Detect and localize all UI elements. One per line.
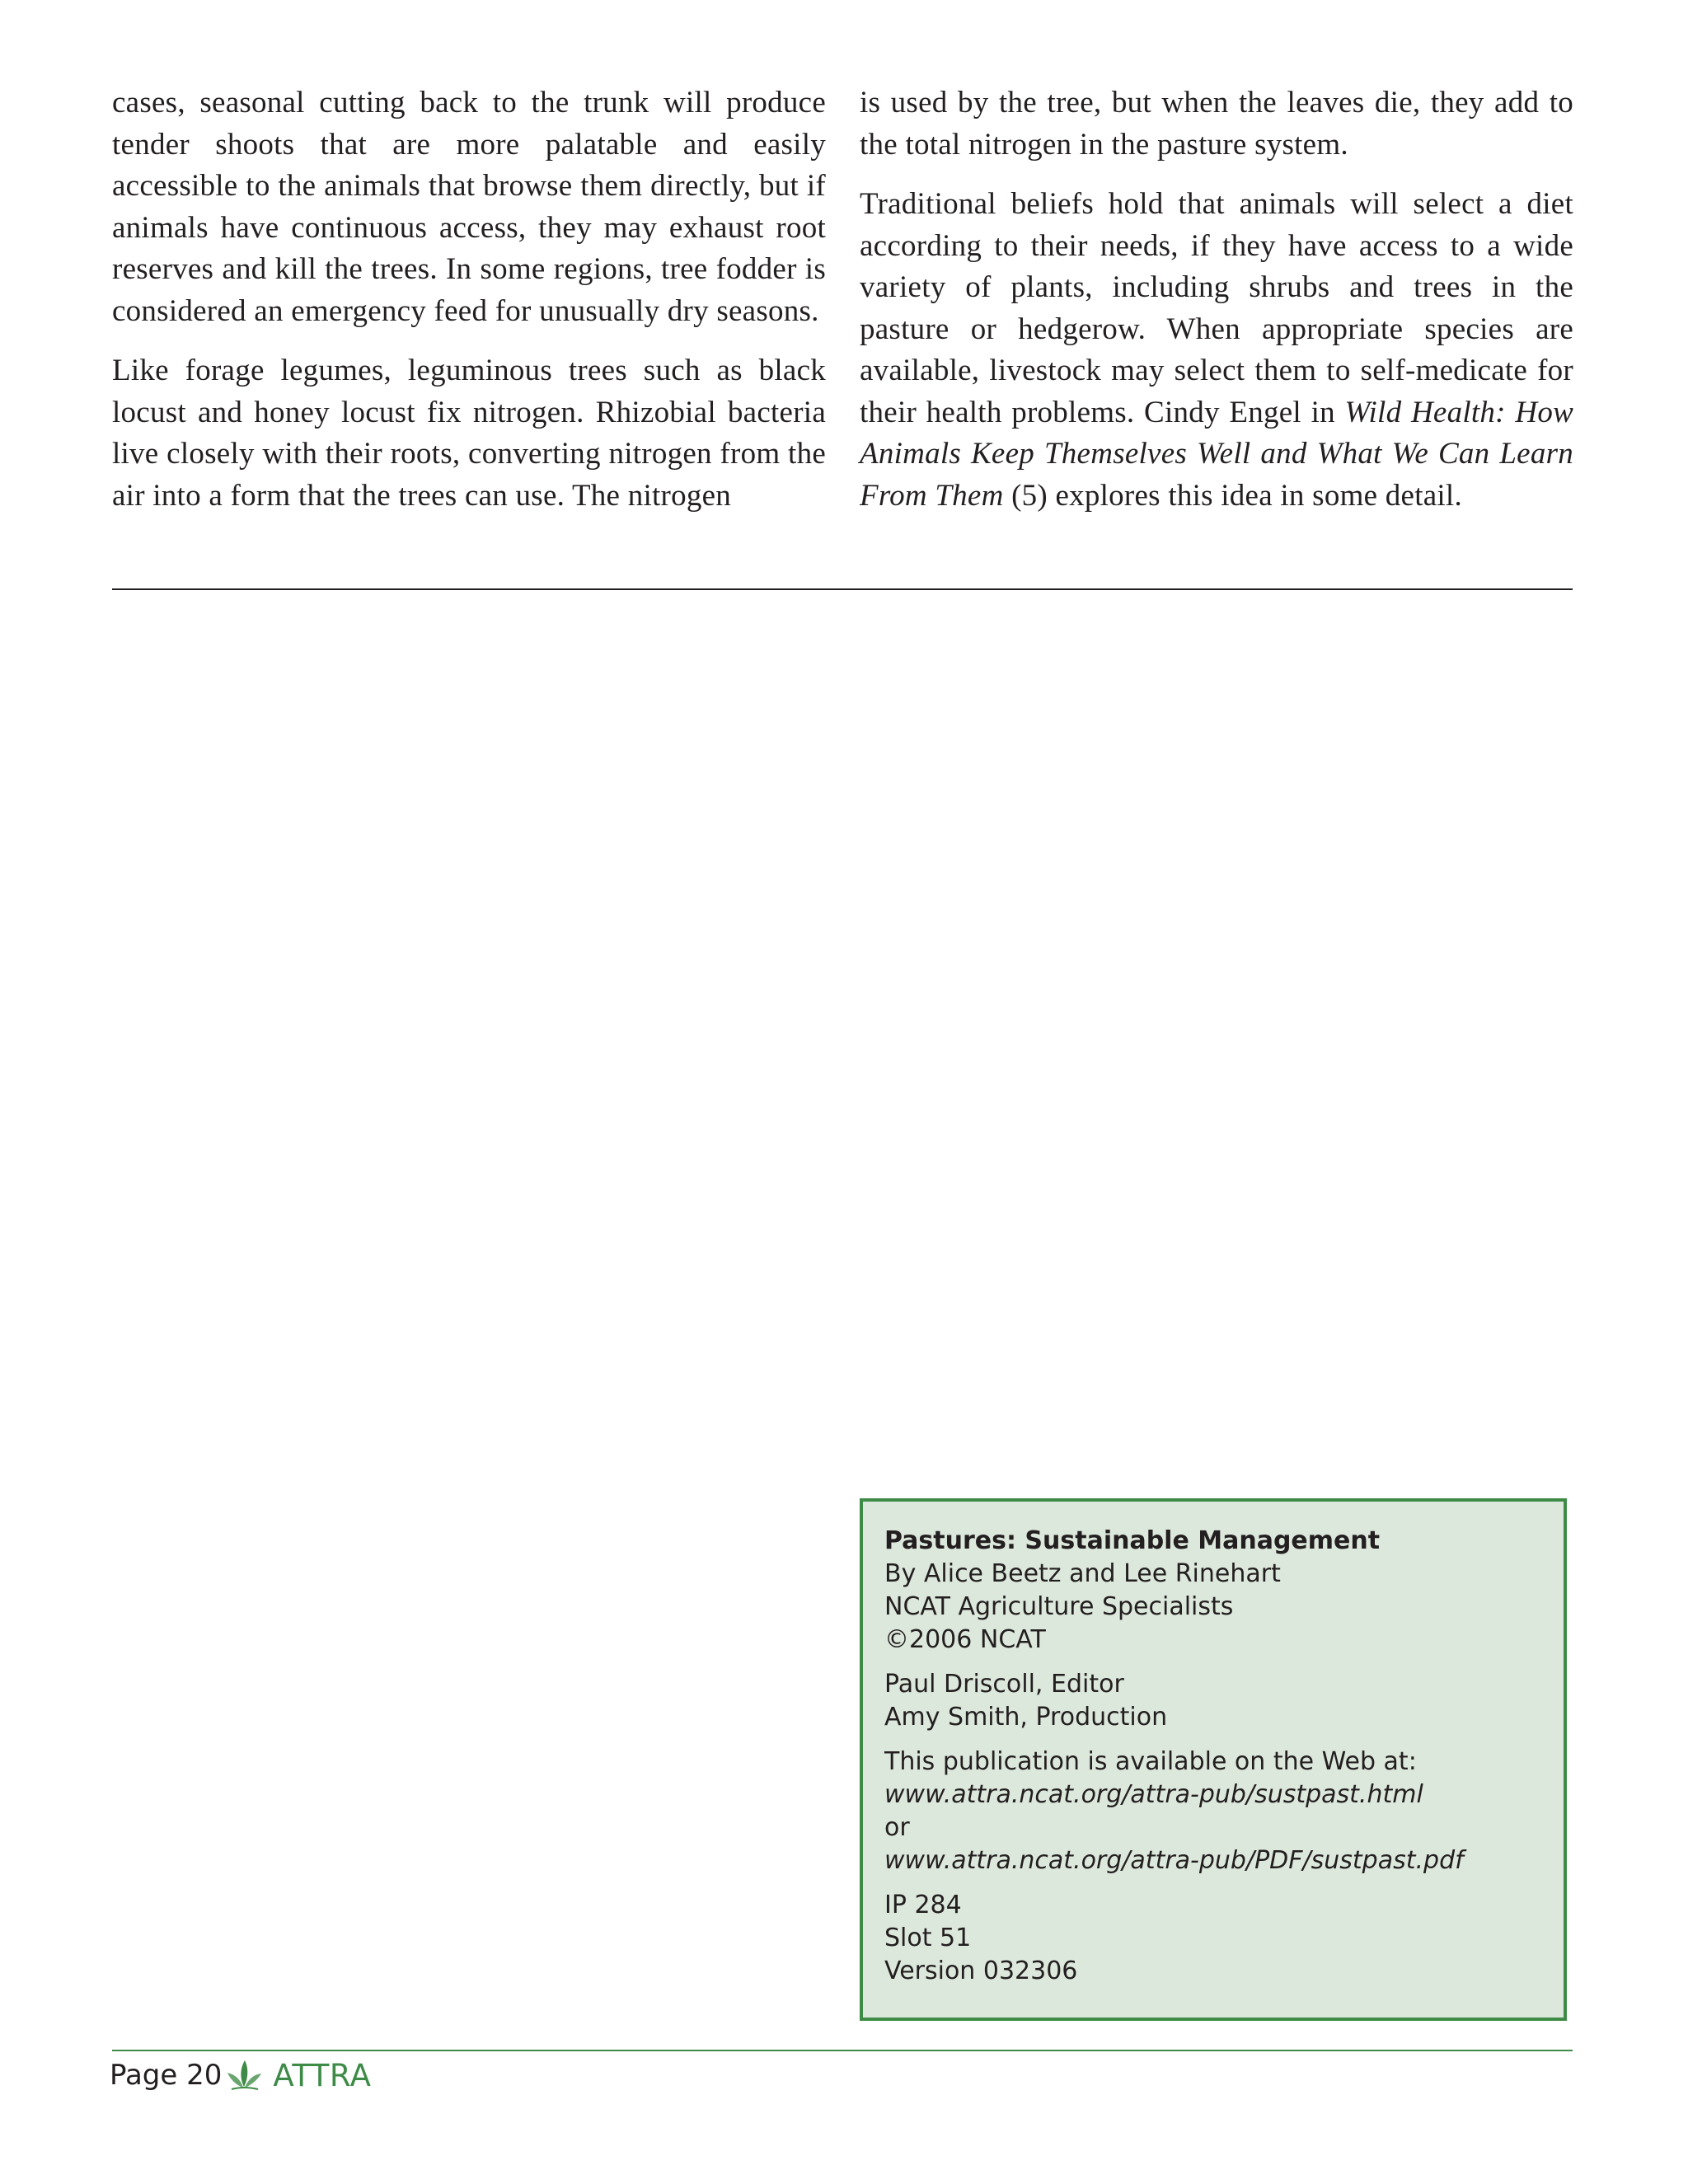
book-title: Wild Health: How Animals Keep Themselves Well and What We Can Learn From Them: [860, 395, 1574, 513]
authors: By Alice Beetz and Lee Rinehart: [884, 1559, 1281, 1588]
publication-info-box: [860, 1498, 1567, 2021]
web-availability-note: This publication is available on the Web at:: [884, 1747, 1417, 1776]
version-number: Version 032306: [884, 1957, 1078, 1985]
body-paragraph: is used by the tree, but when the leaves die, they add to the total nitrogen in the pasture system.: [860, 86, 1573, 162]
leaf-icon: [223, 2059, 265, 2092]
body-paragraph: cases, seasonal cutting back to the trunk will produce tender shoots that are more palatable and easily accessible to the animals that browse them directly, but if animals have continuous access, they may exhaust root reserves and kill the trees. In some regions, tree fodder is considered an emergency feed for unusually dry seasons.: [112, 86, 826, 328]
section-divider: [112, 588, 1573, 590]
production-credit: Amy Smith, Production: [884, 1703, 1168, 1732]
copyright: ©2006 NCAT: [884, 1625, 1046, 1654]
paragraph-text: (5) explores this idea in some detail.: [1003, 478, 1462, 513]
body-paragraph: Like forage legumes, leguminous trees such as black locust and honey locust fix nitrogen. Rhizobial bacteria live closely with their roots, converting nitrogen from the air into a form that the trees can use. The nitrogen: [112, 354, 826, 513]
pdf-url: www.attra.ncat.org/attra-pub/PDF/sustpast.pdf: [884, 1846, 1464, 1875]
brand-name: ATTRA: [273, 2057, 372, 2093]
body-paragraph: [860, 184, 1573, 517]
slot-number: Slot 51: [884, 1924, 972, 1952]
left-text-column: [112, 82, 826, 535]
or-label: or: [884, 1813, 910, 1842]
html-url: www.attra.ncat.org/attra-pub/sustpast.html: [884, 1780, 1423, 1809]
paragraph-text: Traditional beliefs hold that animals will select a diet according to their needs, if they have access to a wide variety of plants, including shrubs and trees in the pasture or hedgerow. When appropriate species are available, livestock may select them to self-medicate for their health problems. Cindy Engel in: [860, 187, 1573, 429]
author-role: NCAT Agriculture Specialists: [884, 1592, 1234, 1621]
right-text-column: [860, 82, 1573, 535]
page-number: Page 20: [110, 2059, 223, 2092]
ip-number: IP 284: [884, 1891, 962, 1919]
footer-divider: [112, 2050, 1573, 2051]
publication-title: Pastures: Sustainable Management: [884, 1526, 1381, 1555]
page-footer: [110, 2055, 371, 2095]
editor-credit: Paul Driscoll, Editor: [884, 1670, 1124, 1699]
